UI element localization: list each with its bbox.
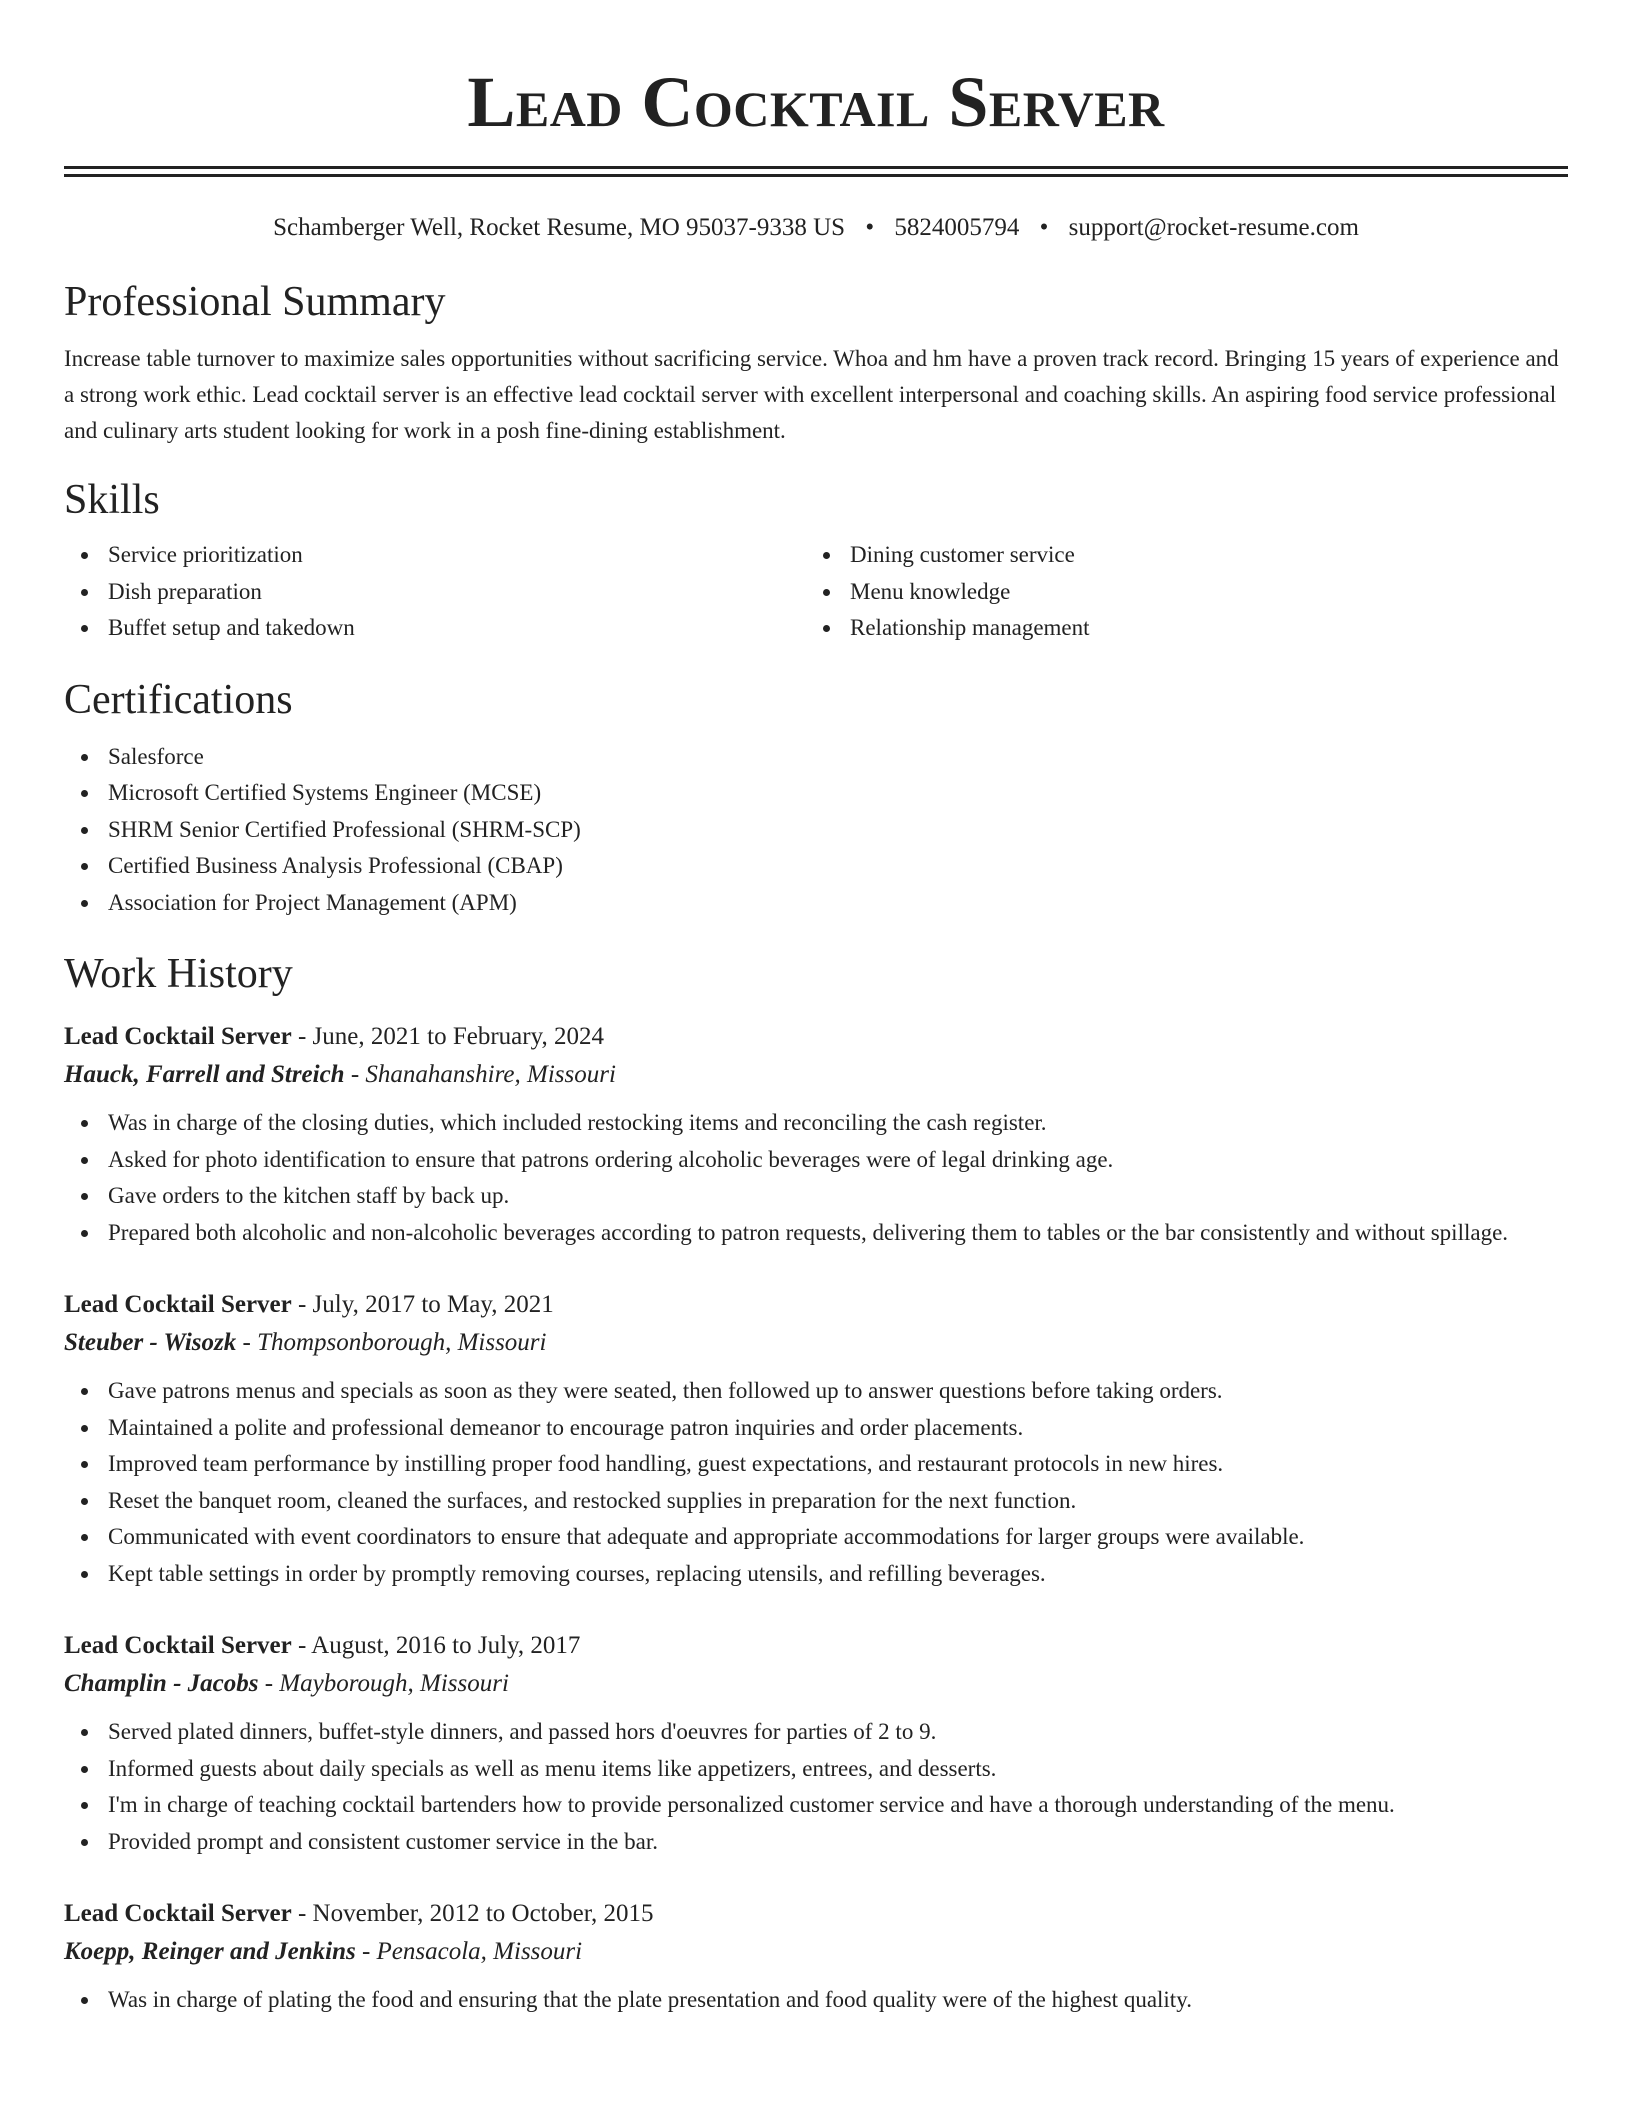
job-location: - Thompsonborough, Missouri: [236, 1329, 547, 1356]
job-title: Lead Cocktail Server: [64, 1291, 292, 1318]
certification-item: Microsoft Certified Systems Engineer (MCSE): [64, 775, 1568, 812]
job-duties: [64, 1373, 1568, 1592]
skills-column-right: [806, 537, 1548, 647]
duty-item: Improved team performance by instilling proper food handling, guest expectations, and restaurant protocols in new hires.: [64, 1446, 1568, 1483]
certification-item: Salesforce: [64, 739, 1568, 776]
job-company-line: [64, 1666, 1568, 1702]
duty-item: Prepared both alcoholic and non-alcoholic beverages according to patron requests, delivering them to tables or the bar consistently and without spillage.: [64, 1215, 1568, 1252]
contact-phone: 5824005794: [894, 214, 1020, 241]
job-location: - Mayborough, Missouri: [258, 1670, 509, 1697]
summary-text: Increase table turnover to maximize sales opportunities without sacrificing service. Whoa and hm have a proven track record. Bringing 15 years of experience and a strong work ethic. Lead cocktail server is an effective lead cocktail server with excellent interpersonal and coaching skills. An aspiring food service professional and culinary arts student looking for work in a posh fine-dining establishment.: [64, 346, 1559, 443]
job-title: Lead Cocktail Server: [64, 1900, 292, 1927]
certification-item: SHRM Senior Certified Professional (SHRM-SCP): [64, 812, 1568, 849]
job-company: Koepp, Reinger and Jenkins: [64, 1938, 356, 1965]
duty-item: Provided prompt and consistent customer service in the bar.: [64, 1824, 1568, 1861]
job-company: Hauck, Farrell and Streich: [64, 1061, 345, 1088]
contact-email: support@rocket-resume.com: [1068, 214, 1359, 241]
job-company: Steuber - Wisozk: [64, 1329, 237, 1356]
job-entry: [64, 1894, 1568, 2019]
job-duties: [64, 1105, 1568, 1251]
duty-item: Gave orders to the kitchen staff by back up.: [64, 1178, 1568, 1215]
job-title-line: [64, 1285, 1568, 1325]
skills-column-left: [64, 537, 806, 647]
contact-separator: •: [1039, 214, 1049, 241]
skill-item: Dining customer service: [806, 537, 1548, 574]
contact-line: [64, 213, 1568, 243]
resume-title: Lead Cocktail Server: [467, 62, 1165, 142]
job-location: - Shanahanshire, Missouri: [344, 1061, 616, 1088]
job-title-line: [64, 1017, 1568, 1057]
job-dates: - November, 2012 to October, 2015: [291, 1900, 654, 1927]
title-divider-bottom: [64, 174, 1568, 177]
skill-item: Relationship management: [806, 610, 1548, 647]
duty-item: Gave patrons menus and specials as soon as they were seated, then followed up to answer questions before taking orders.: [64, 1373, 1568, 1410]
duty-item: Asked for photo identification to ensure that patrons ordering alcoholic beverages were of legal drinking age.: [64, 1142, 1568, 1179]
certification-item: Association for Project Management (APM): [64, 885, 1568, 922]
certifications-heading: Certifications: [64, 676, 293, 723]
job-dates: - August, 2016 to July, 2017: [291, 1632, 581, 1659]
contact-separator: •: [865, 214, 875, 241]
job-company-line: [64, 1934, 1568, 1970]
duty-item: Communicated with event coordinators to ensure that adequate and appropriate accommodations for larger groups were available.: [64, 1519, 1568, 1556]
job-title-line: [64, 1626, 1568, 1666]
skills-list: [64, 537, 1568, 647]
skill-item: Buffet setup and takedown: [64, 610, 806, 647]
job-entry: [64, 1285, 1568, 1592]
skill-item: Menu knowledge: [806, 574, 1548, 611]
job-company-line: [64, 1325, 1568, 1361]
job-title: Lead Cocktail Server: [64, 1632, 292, 1659]
duty-item: Reset the banquet room, cleaned the surfaces, and restocked supplies in preparation for the next function.: [64, 1483, 1568, 1520]
job-location: - Pensacola, Missouri: [355, 1938, 583, 1965]
certification-item: Certified Business Analysis Professional (CBAP): [64, 848, 1568, 885]
skills-heading: Skills: [64, 477, 160, 523]
duty-item: Served plated dinners, buffet-style dinners, and passed hors d'oeuvres for parties of 2 to 9.: [64, 1714, 1568, 1751]
job-entry: [64, 1626, 1568, 1860]
job-company: Champlin - Jacobs: [64, 1670, 259, 1697]
contact-address: Schamberger Well, Rocket Resume, MO 95037-9338 US: [273, 214, 846, 241]
job-duties: [64, 1982, 1568, 2019]
job-duties: [64, 1714, 1568, 1860]
job-dates: - July, 2017 to May, 2021: [291, 1291, 554, 1318]
job-company-line: [64, 1057, 1568, 1093]
work-history-heading: Work History: [64, 951, 293, 997]
certifications-list: [64, 739, 1568, 922]
duty-item: I'm in charge of teaching cocktail bartenders how to provide personalized customer service and have a thorough understanding of the menu.: [64, 1787, 1568, 1824]
duty-item: Was in charge of the closing duties, which included restocking items and reconciling the cash register.: [64, 1105, 1568, 1142]
duty-item: Kept table settings in order by promptly removing courses, replacing utensils, and refilling beverages.: [64, 1556, 1568, 1593]
skill-item: Dish preparation: [64, 574, 806, 611]
job-dates: - June, 2021 to February, 2024: [291, 1023, 604, 1050]
job-entry: [64, 1017, 1568, 1251]
skill-item: Service prioritization: [64, 537, 806, 574]
duty-item: Maintained a polite and professional demeanor to encourage patron inquiries and order placements.: [64, 1410, 1568, 1447]
job-title: Lead Cocktail Server: [64, 1023, 292, 1050]
duty-item: Informed guests about daily specials as well as menu items like appetizers, entrees, and desserts.: [64, 1751, 1568, 1788]
duty-item: Was in charge of plating the food and ensuring that the plate presentation and food quality were of the highest quality.: [64, 1982, 1568, 2019]
resume-page: [64, 0, 1568, 2019]
job-title-line: [64, 1894, 1568, 1934]
summary-heading: Professional Summary: [64, 279, 446, 325]
